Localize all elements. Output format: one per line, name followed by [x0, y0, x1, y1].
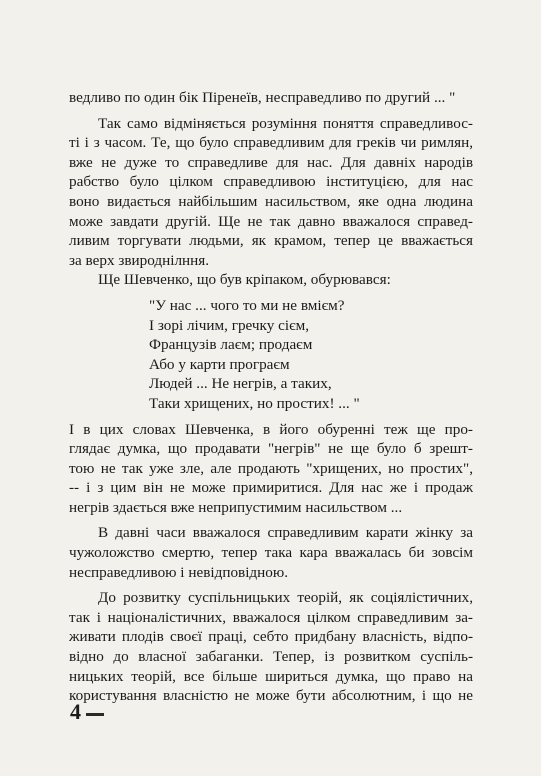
text-line: ницьких теорій, все більше шириться думка, що право на: [69, 667, 473, 685]
text-line: ведливо по один бік Піренеїв, несправедливо по другий ... ": [69, 89, 456, 106]
body-text: [69, 88, 473, 706]
text-line: воно видається найбільшим насильством, яке одна людина: [69, 192, 473, 210]
text-line: -- і з цим він не може примиритися. Для нас же і продаж: [69, 479, 473, 497]
verse-line: Французів лаєм; продаєм: [149, 336, 313, 354]
text-line: за верх звироднілння.: [69, 251, 210, 269]
verse-line: І зорі лічим, гречку сієм,: [149, 316, 310, 334]
text-line: живати плодів своєї праці, себто придбану власність, відпо-: [69, 628, 473, 646]
text-line: користування власністю не може бути абсолютним, і що не: [69, 687, 473, 705]
text-line: ливим торгувати людьми, як крамом, тепер це вважається: [69, 232, 473, 250]
page-number: 4: [70, 699, 81, 724]
text-line: чужоложство смертю, тепер така кара вважалась би зовсім: [69, 544, 473, 562]
text-line: І в цих словах Шевченка, в його обуренні теж ще про-: [69, 420, 473, 438]
text-line: В давні часи вважалося справедливим карати жінку за: [98, 524, 473, 542]
text-line: Ще Шевченко, що був кріпаком, обурювався:: [98, 271, 391, 289]
text-line: може завдати другій. Ще не так давно вважалося справед-: [69, 212, 473, 230]
verse-line: "У нас ... чого то ми не вмієм?: [149, 296, 345, 314]
text-line: До розвитку суспільницьких теорій, як соціялістичних,: [98, 589, 473, 607]
text-line: вже не дуже то справедливе для нас. Для давніх народів: [69, 153, 473, 171]
text-line: несправедливою і невідповідною.: [69, 563, 289, 581]
page-number-dash: [86, 713, 104, 716]
verse-quote: [69, 296, 473, 414]
text-line: так і націоналістичних, вважалося цілком справедливим за-: [69, 608, 473, 626]
verse-line: Або у карти програєм: [149, 355, 290, 373]
text-line: ті і з часом. Те, що було справедливим для греків чи римлян,: [69, 134, 473, 152]
verse-line: Людей ... Не негрів, а таких,: [149, 375, 332, 393]
text-line: відно до власної забаганки. Тепер, із розвитком суспіль-: [69, 648, 473, 666]
text-line: негрів здається вже неприпустимим насильством ...: [69, 498, 403, 516]
text-line: рабство було цілком справедливою інституцією, для нас: [69, 173, 473, 191]
verse-line: Таки хрищених, но простих! ... ": [149, 394, 360, 412]
text-line: глядає думка, що продавати "негрів" не ще було б зрешт-: [69, 440, 473, 458]
text-line: тою не так уже зле, але продають "хрищених, но простих",: [69, 459, 473, 477]
text-line: Так само відміняється розуміння поняття справедливос-: [98, 114, 473, 132]
